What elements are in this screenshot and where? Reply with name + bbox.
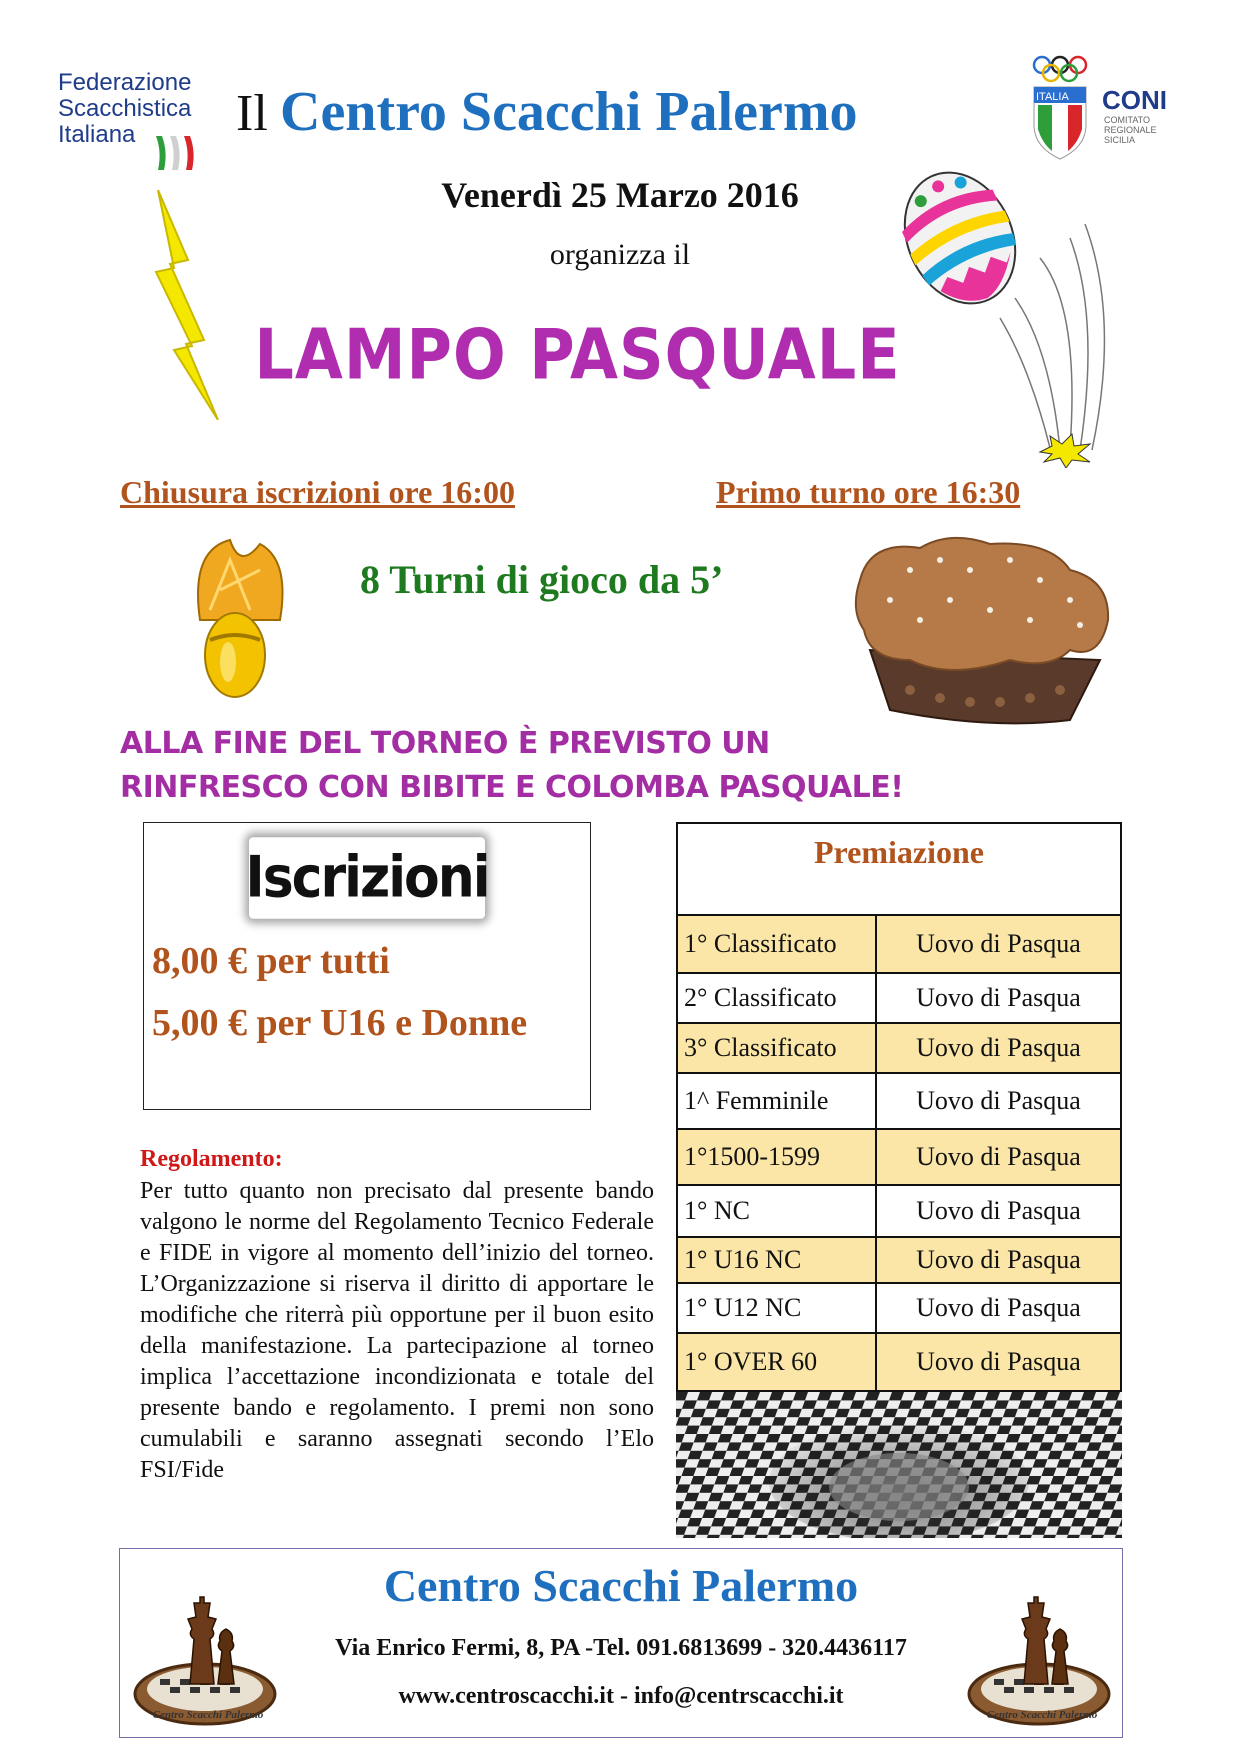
- chess-club-logo-icon: [130, 1579, 280, 1729]
- registration-box: [143, 822, 591, 1110]
- prizes-table: [676, 822, 1122, 1392]
- table-row: [677, 1073, 1121, 1129]
- prize-value: Uovo di Pasqua: [876, 1073, 1121, 1129]
- registration-badge: Iscrizioni: [249, 837, 485, 918]
- prize-value: Uovo di Pasqua: [876, 1023, 1121, 1073]
- prize-value: Uovo di Pasqua: [876, 1283, 1121, 1333]
- page-title: Centro Scacchi Palermo: [280, 81, 858, 143]
- chessboard-image: [676, 1392, 1122, 1538]
- chocolate-egg-icon: [170, 530, 300, 700]
- rounds-info: 8 Turni di gioco da 5’: [360, 557, 724, 602]
- fsi-flag-icon: [154, 132, 204, 172]
- chess-club-logo-icon: [964, 1579, 1114, 1729]
- refreshment-line1: ALLA FINE DEL TORNEO È PREVISTO UN: [120, 726, 770, 761]
- rules-title: Regolamento:: [140, 1146, 283, 1172]
- rules-text: Per tutto quanto non precisato dal presente bando valgono le norme del Regolamento Tecnico Federale e FIDE in vigore al momento dell’inizio del torneo. L’Organizzazione si riserva il diritto di apportare le modifiche che riterrà più opportune per il buon esito della manifestazione. La partecipazione al torneo implica l’accettazione incondizionata e totale del presente bando e regolamento. I premi non sono cumulabili e saranno assegnati secondo l’Elo FSI/Fide: [140, 1178, 654, 1483]
- coni-sub3: SICILIA: [1104, 135, 1136, 145]
- footer-address: Via Enrico Fermi, 8, PA -Tel. 091.6813699 - 320.4436117: [335, 1635, 907, 1661]
- fsi-logo-line2: Scacchistica: [58, 95, 192, 122]
- prize-value: Uovo di Pasqua: [876, 973, 1121, 1023]
- table-row: [677, 1185, 1121, 1237]
- prize-value: Uovo di Pasqua: [876, 1129, 1121, 1185]
- event-date: Venerdì 25 Marzo 2016: [441, 175, 799, 215]
- refreshment-notice: [120, 722, 1100, 810]
- table-row: [677, 1237, 1121, 1283]
- prize-place: 1° Classificato: [677, 915, 876, 973]
- organizza-text: organizza il: [549, 238, 691, 271]
- coni-sub1: COMITATO: [1104, 115, 1150, 125]
- prize-place: 1° OVER 60: [677, 1333, 876, 1391]
- table-row: [677, 915, 1121, 973]
- first-round-time: Primo turno ore 16:30: [716, 474, 1021, 510]
- prize-place: 1^ Femminile: [677, 1073, 876, 1129]
- price-all: 8,00 € per tutti: [152, 940, 390, 982]
- footer-title: Centro Scacchi Palermo: [383, 1560, 859, 1611]
- footer-box: [119, 1548, 1123, 1738]
- prize-value: Uovo di Pasqua: [876, 915, 1121, 973]
- event-title: LAMPO PASQUALE: [254, 313, 901, 396]
- table-row: [677, 973, 1121, 1023]
- price-reduced: 5,00 € per U16 e Donne: [152, 1002, 528, 1044]
- prize-place: 3° Classificato: [677, 1023, 876, 1073]
- prize-place: 1° U12 NC: [677, 1283, 876, 1333]
- table-row: [677, 1283, 1121, 1333]
- coni-italia: ITALIA: [1036, 91, 1069, 103]
- prize-value: Uovo di Pasqua: [876, 1185, 1121, 1237]
- coni-logo: [1030, 55, 1190, 165]
- prize-place: 1° U16 NC: [677, 1237, 876, 1283]
- fsi-logo: [58, 70, 208, 148]
- fsi-logo-line3: Italiana: [58, 121, 136, 148]
- table-row: [677, 1129, 1121, 1185]
- refreshment-line2: RINFRESCO CON BIBITE E COLOMBA PASQUALE!: [120, 770, 904, 805]
- prize-place: 2° Classificato: [677, 973, 876, 1023]
- coni-name: CONI: [1102, 85, 1167, 115]
- prize-place: 1° NC: [677, 1185, 876, 1237]
- prize-value: Uovo di Pasqua: [876, 1237, 1121, 1283]
- coni-sub2: REGIONALE: [1104, 125, 1157, 135]
- registration-closing: Chiusura iscrizioni ore 16:00: [120, 474, 515, 510]
- chess-club-logo-text-left: Centro Scacchi Palermo: [152, 1709, 264, 1721]
- table-row: [677, 1333, 1121, 1391]
- table-row: [677, 1023, 1121, 1073]
- title-prefix: Il: [236, 85, 268, 142]
- fsi-logo-line1: Federazione: [58, 69, 192, 96]
- chess-club-logo-text-right: Centro Scacchi Palermo: [986, 1709, 1098, 1721]
- prize-value: Uovo di Pasqua: [876, 1333, 1121, 1391]
- colomba-cake-icon: [850, 530, 1120, 730]
- footer-contacts: www.centroscacchi.it - info@centrscacchi.it: [398, 1683, 844, 1709]
- prize-place: 1°1500-1599: [677, 1129, 876, 1185]
- prizes-title: Premiazione: [677, 823, 1121, 915]
